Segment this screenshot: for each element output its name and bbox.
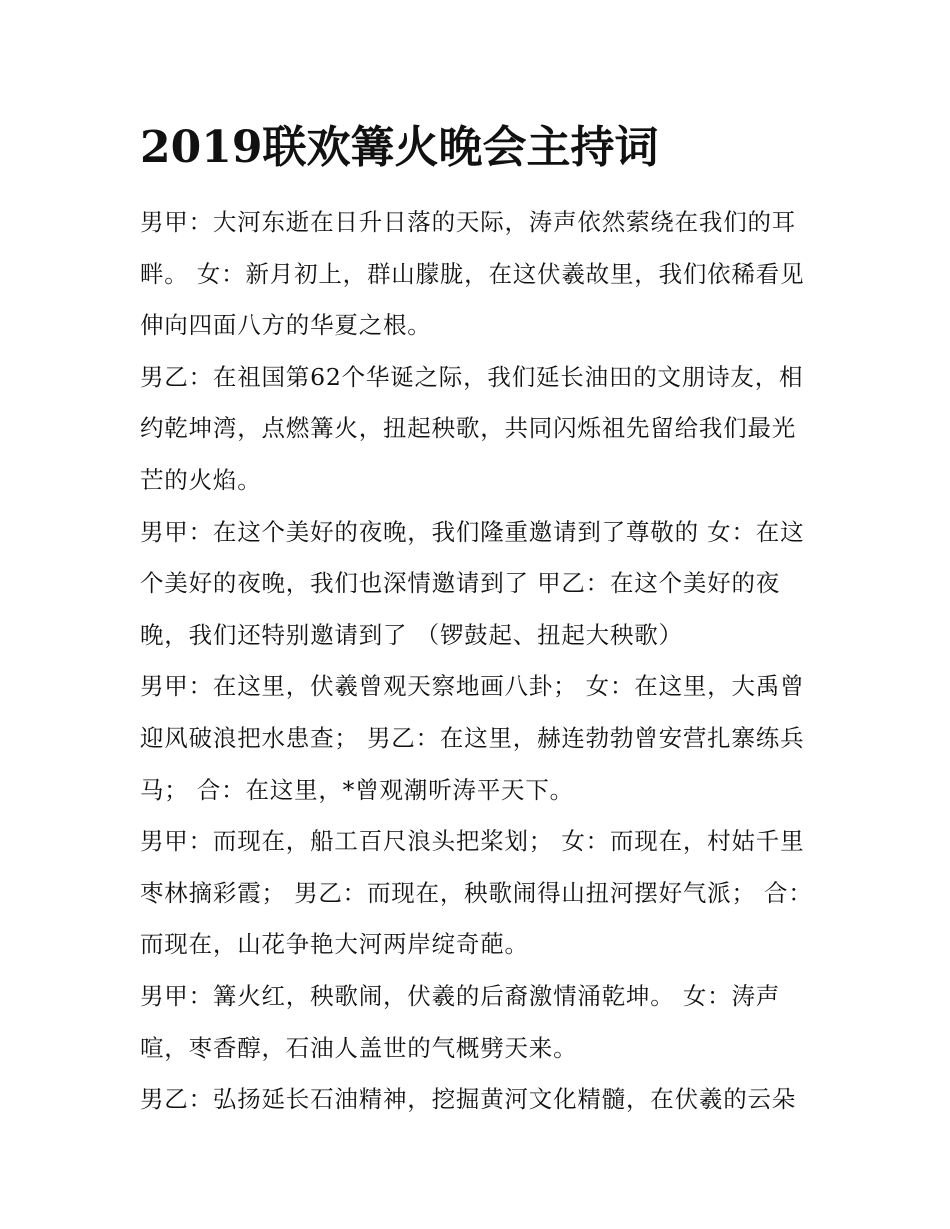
paragraph-4: 男甲：在这里，伏羲曾观天察地画八卦； 女：在这里，大禹曾迎风破浪把水患查； 男乙：在这里，赫连勃勃曾安营扎寨练兵马； 合：在这里，*曾观潮听涛平天下。 xyxy=(140,672,805,804)
paragraph-6: 男甲：篝火红，秧歌闹，伏羲的后裔激情涌乾坤。 女：涛声喧，枣香醇，石油人盖世的气概劈天来。 xyxy=(140,981,781,1062)
paragraph-2: 男乙：在祖国第62个华诞之际，我们延长油田的文朋诗友，相约乾坤湾，点燃篝火，扭起秧歌，共同闪烁祖先留给我们最光芒的火焰。 xyxy=(140,362,804,494)
paragraph-7: 男乙：弘扬延长石油精神，挖掘黄河文化精髓，在伏羲的云朵 xyxy=(140,1085,797,1114)
document-body xyxy=(140,197,820,1126)
paragraph-5: 男甲：而现在，船工百尺浪头把桨划； 女：而现在，村姑千里枣林摘彩霞； 男乙：而现在，秧歌闹得山扭河摆好气派； 合：而现在，山花争艳大河两岸绽奇葩。 xyxy=(140,827,813,959)
document-title: 2019联欢篝火晚会主持词 xyxy=(140,122,659,173)
paragraph-3: 男甲：在这个美好的夜晚，我们隆重邀请到了尊敬的 女：在这个美好的夜晚，我们也深情邀请到了 甲乙：在这个美好的夜晚，我们还特别邀请到了 （锣鼓起、扭起大秧歌） xyxy=(140,517,805,649)
paragraph-1: 男甲：大河东逝在日升日落的天际，涛声依然萦绕在我们的耳畔。 女：新月初上，群山朦胧，在这伏羲故里，我们依稀看见伸向四面八方的华夏之根。 xyxy=(140,208,805,340)
